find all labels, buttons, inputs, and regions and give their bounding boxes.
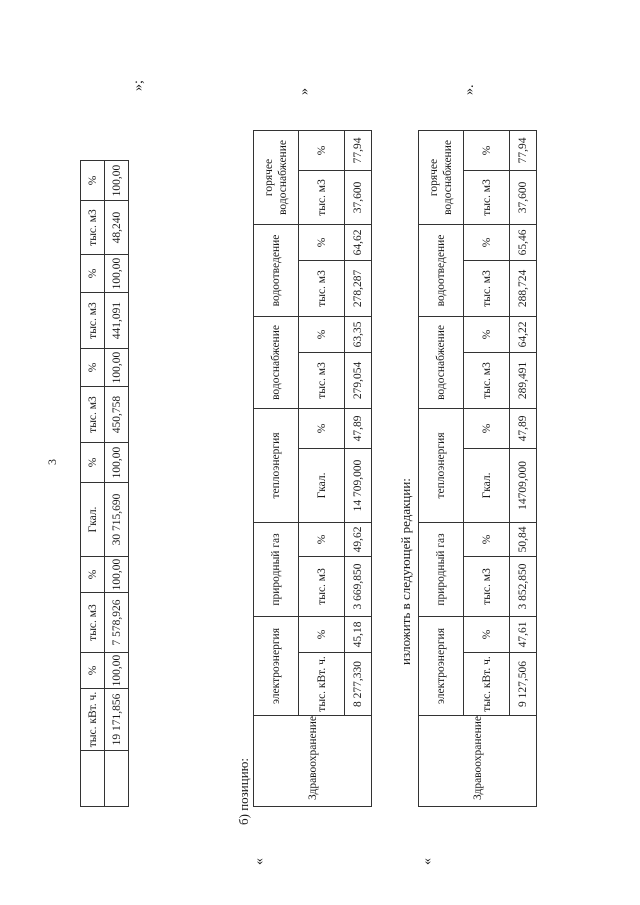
value-cell: 47,89 <box>345 408 372 448</box>
group-header-row <box>419 130 464 806</box>
group-header: горячее водоснабжение <box>254 130 299 224</box>
value-cell: 7 578,926 <box>105 593 129 653</box>
value-cell: 288,724 <box>510 260 537 316</box>
totals-table <box>80 160 129 807</box>
closing-quote-1: »; <box>131 80 146 91</box>
unit-cell: % <box>464 224 510 260</box>
unit-cell: % <box>299 522 345 556</box>
unit-cell: тыс. м3 <box>299 556 345 616</box>
header-cell: % <box>81 255 105 293</box>
unit-cell: % <box>299 408 345 448</box>
header-cell: % <box>81 349 105 387</box>
old-position-table <box>253 130 372 807</box>
section-label-edit: изложить в следующей редакции: <box>398 478 413 665</box>
unit-cell: % <box>299 130 345 170</box>
value-cell: 63,35 <box>345 316 372 352</box>
value-cell: 37,600 <box>345 170 372 224</box>
unit-cell: Гкал. <box>464 448 510 522</box>
closing-quote-2: » <box>297 88 312 95</box>
group-header: теплоэнергия <box>254 408 299 522</box>
header-cell: тыс. м3 <box>81 387 105 443</box>
value-cell: 77,94 <box>510 130 537 170</box>
group-header: водоснабжение <box>254 316 299 408</box>
unit-cell: тыс. м3 <box>464 352 510 408</box>
value-cell: 9 127,506 <box>510 652 537 715</box>
value-cell: 64,22 <box>510 316 537 352</box>
totals-header-row <box>81 161 105 807</box>
unit-cell: Гкал. <box>299 448 345 522</box>
value-cell: 65,46 <box>510 224 537 260</box>
unit-cell: % <box>464 316 510 352</box>
value-cell: 64,62 <box>345 224 372 260</box>
value-row <box>510 130 537 806</box>
value-cell: 19 171,856 <box>105 689 129 751</box>
group-header: электроэнергия <box>254 616 299 715</box>
value-cell: 100,00 <box>105 557 129 593</box>
unit-cell: тыс. м3 <box>464 260 510 316</box>
value-cell: 3 669,850 <box>345 556 372 616</box>
value-cell: 50,84 <box>510 522 537 556</box>
header-cell: % <box>81 653 105 689</box>
unit-cell: тыс. кВт. ч. <box>299 652 345 715</box>
group-header: электроэнергия <box>419 616 464 715</box>
group-header-row <box>254 130 299 806</box>
header-cell: % <box>81 557 105 593</box>
unit-cell: тыс. м3 <box>299 260 345 316</box>
value-cell: 279,054 <box>345 352 372 408</box>
value-cell: 100,00 <box>105 161 129 201</box>
header-cell: тыс. кВт. ч. <box>81 689 105 751</box>
header-cell: тыс. м3 <box>81 201 105 255</box>
header-cell: % <box>81 443 105 483</box>
page-number: 3 <box>45 459 59 465</box>
unit-cell: % <box>299 616 345 652</box>
unit-cell: тыс. м3 <box>299 352 345 408</box>
closing-quote-3: ». <box>462 84 477 95</box>
value-row <box>345 130 372 806</box>
header-cell: тыс. м3 <box>81 293 105 349</box>
unit-cell: % <box>464 522 510 556</box>
group-header: водоотведение <box>254 224 299 316</box>
value-cell: 14709,000 <box>510 448 537 522</box>
totals-value-row <box>105 161 129 807</box>
unit-header-row <box>299 130 345 806</box>
value-cell: 49,62 <box>345 522 372 556</box>
unit-cell: тыс. кВт. ч. <box>464 652 510 715</box>
value-cell: 3 852,850 <box>510 556 537 616</box>
opening-quote-3: « <box>420 858 435 865</box>
value-cell: 47,61 <box>510 616 537 652</box>
group-header: водоотведение <box>419 224 464 316</box>
value-cell: 278,287 <box>345 260 372 316</box>
group-header: природный газ <box>419 522 464 616</box>
group-header: природный газ <box>254 522 299 616</box>
header-cell <box>81 751 105 807</box>
unit-cell: тыс. м3 <box>464 170 510 224</box>
unit-cell: тыс. м3 <box>299 170 345 224</box>
header-cell: тыс. м3 <box>81 593 105 653</box>
unit-header-row <box>464 130 510 806</box>
header-cell: % <box>81 161 105 201</box>
value-cell: 47,89 <box>510 408 537 448</box>
opening-quote-2: « <box>252 858 267 865</box>
header-cell: Гкал. <box>81 483 105 557</box>
value-cell: 14 709,000 <box>345 448 372 522</box>
value-cell <box>105 751 129 807</box>
section-label-b: б) позицию: <box>236 758 251 825</box>
group-header: горячее водоснабжение <box>419 130 464 224</box>
group-header: теплоэнергия <box>419 408 464 522</box>
unit-cell: % <box>299 224 345 260</box>
value-cell: 100,00 <box>105 255 129 293</box>
value-cell: 100,00 <box>105 349 129 387</box>
value-cell: 30 715,690 <box>105 483 129 557</box>
value-cell: 100,00 <box>105 443 129 483</box>
value-cell: 77,94 <box>345 130 372 170</box>
value-cell: 289,491 <box>510 352 537 408</box>
unit-cell: % <box>464 130 510 170</box>
unit-cell: тыс. м3 <box>464 556 510 616</box>
value-cell: 450,758 <box>105 387 129 443</box>
value-cell: 37,600 <box>510 170 537 224</box>
value-cell: 8 277,330 <box>345 652 372 715</box>
unit-cell: % <box>464 616 510 652</box>
row-label: Здравоохранение <box>419 715 537 806</box>
new-position-table <box>418 130 537 807</box>
group-header: водоснабжение <box>419 316 464 408</box>
value-cell: 441,091 <box>105 293 129 349</box>
row-label: Здравоохранение <box>254 715 372 806</box>
unit-cell: % <box>464 408 510 448</box>
value-cell: 48,240 <box>105 201 129 255</box>
unit-cell: % <box>299 316 345 352</box>
value-cell: 100,00 <box>105 653 129 689</box>
value-cell: 45,18 <box>345 616 372 652</box>
